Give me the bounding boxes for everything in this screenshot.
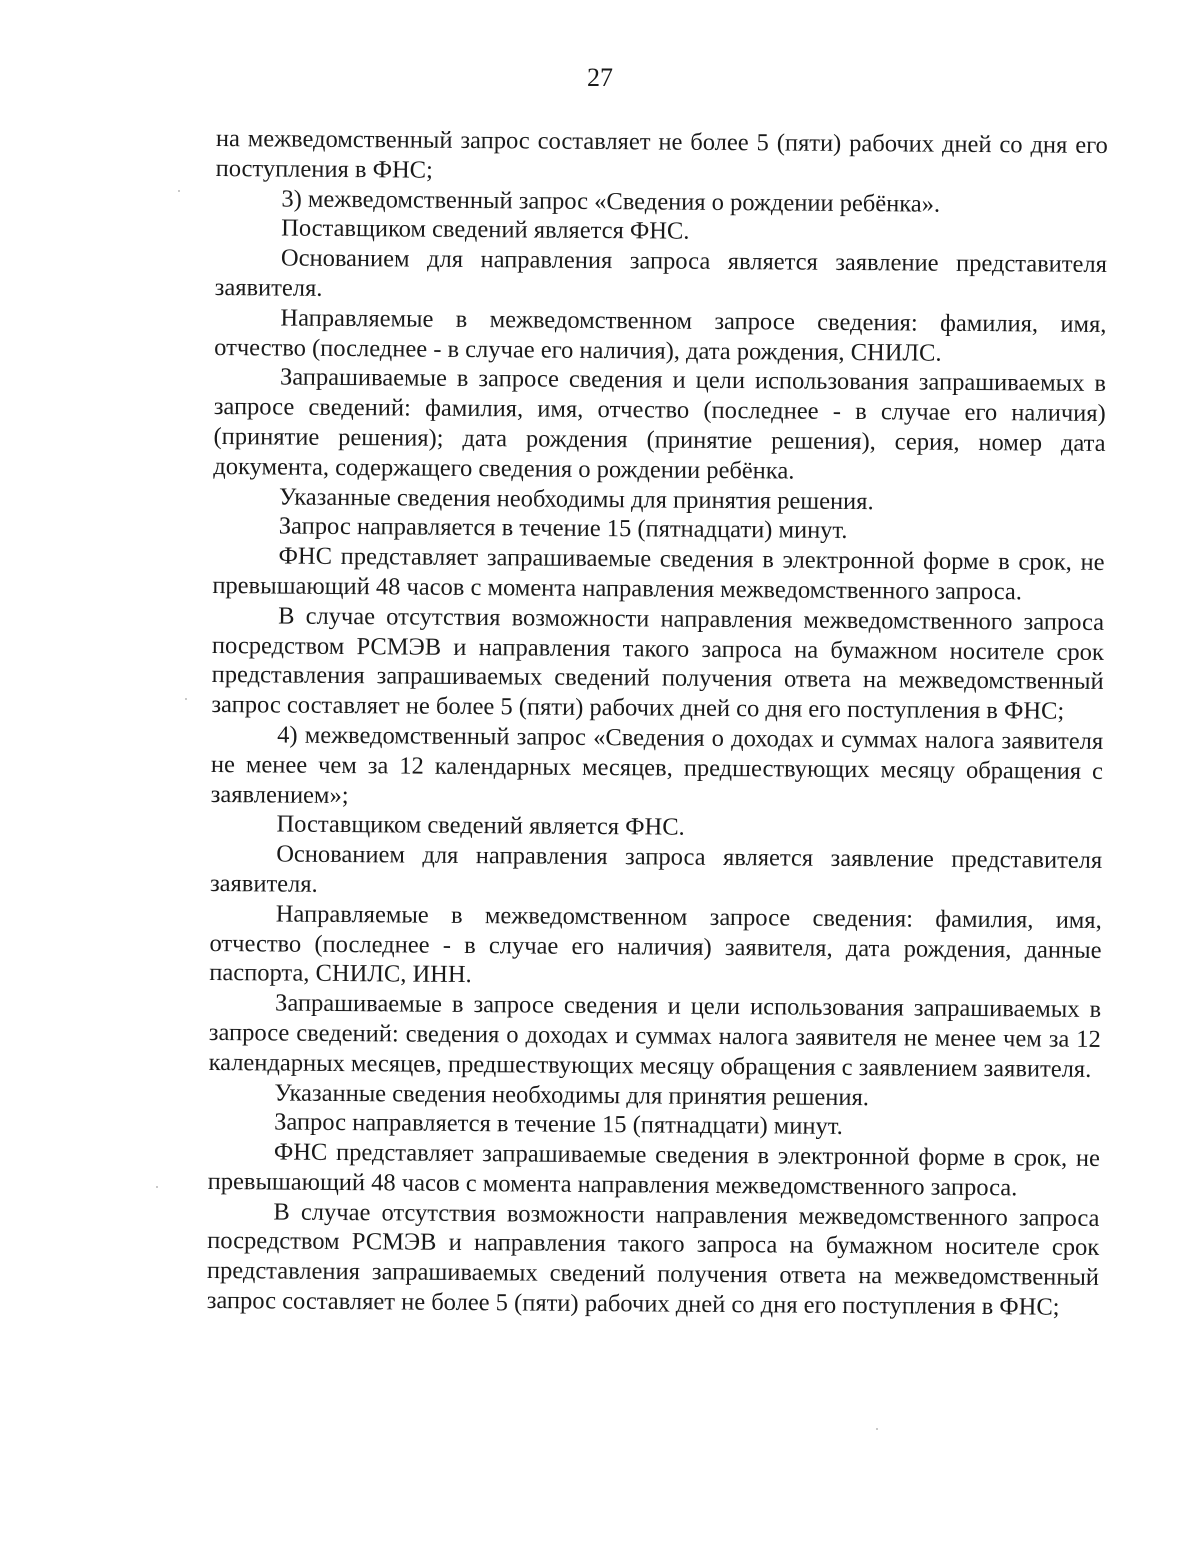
paragraph: Направляемые в межведомственном запросе сведения: фамилия, имя, отчество (последнее - в случае его наличия), дата рождения, СНИЛС.: [214, 304, 1107, 367]
paragraph: Указанные сведения необходимы для принятия решения.: [278, 483, 874, 515]
paragraph: В случае отсутствия возможности направления межведомственного запроса посредством РСМЭВ и направления такого запроса на бумажном носителе срок представления запрашиваемых сведений получения ответа на межведомственный запрос составляет не более 5 (пяти) рабочих дней со дня его поступления в ФНС;: [206, 1198, 1100, 1321]
page-number: 27: [587, 63, 613, 92]
paragraph: Запрашиваемые в запросе сведения и цели использования запрашиваемых в запросе сведений: сведения о доходах и суммах налога заявителя не менее чем за 12 календарных месяцев, предшествующих месяцу обращения с заявлением заявителя.: [208, 989, 1102, 1083]
paragraph: Запрос направляется в течение 15 (пятнадцати) минут.: [274, 1108, 843, 1141]
paragraph: ФНС представляет запрашиваемые сведения в электронной форме в срок, не превышающий 48 часов с момента направления межведомственного запроса.: [212, 542, 1105, 606]
scan-speck: [185, 698, 187, 700]
paragraph: Запрос направляется в течение 15 (пятнадцати) минут.: [278, 512, 848, 545]
paragraph: Поставщиком сведений является ФНС.: [276, 810, 685, 842]
scan-speck: [156, 1186, 158, 1188]
paragraph: 4) межведомственный запрос «Сведения о доходах и суммах налога заявителя не менее чем за 12 календарных месяцев, предшествующих месяцу обращения с заявлением»;: [210, 721, 1104, 809]
paragraph: Основанием для направления запроса является заявление представителя заявителя.: [209, 840, 1103, 898]
paragraph: 3) межведомственный запрос «Сведения о рождении ребёнка».: [281, 185, 941, 218]
paragraph: Указанные сведения необходимы для принятия решения.: [274, 1078, 870, 1111]
paragraph: ФНС представляет запрашиваемые сведения в электронной форме в срок, не превышающий 48 часов с момента направления межведомственного запроса.: [207, 1138, 1101, 1202]
scan-speck: [178, 190, 180, 192]
paragraph: Поставщиком сведений является ФНС.: [281, 214, 690, 246]
scan-speck: [876, 1428, 878, 1430]
paragraph: Направляемые в межведомственном запросе сведения: фамилия, имя, отчество (последнее - в случае его наличия) заявителя, дата рождения, данные паспорта, СНИЛС, ИНН.: [209, 900, 1102, 989]
paragraph: на межведомственный запрос составляет не более 5 (пяти) рабочих дней со дня его поступления в ФНС;: [215, 124, 1108, 184]
paragraph: Основанием для направления запроса является заявление представителя заявителя.: [214, 244, 1108, 302]
paragraph: Запрашиваемые в запросе сведения и цели использования запрашиваемых в запросе сведений: фамилия, имя, отчество (последнее - в случае его наличия) (принятие решения); дата рождения (принятие решения), серия, номер дата документа, содержащего сведения о рождении ребёнка.: [213, 363, 1107, 485]
document-body: [207, 124, 1108, 1323]
paragraph: В случае отсутствия возможности направления межведомственного запроса посредством РСМЭВ и направления такого запроса на бумажном носителе срок представления запрашиваемых сведений получения ответа на межведомственный запрос составляет не более 5 (пяти) рабочих дней со дня его поступления в ФНС;: [211, 602, 1105, 725]
